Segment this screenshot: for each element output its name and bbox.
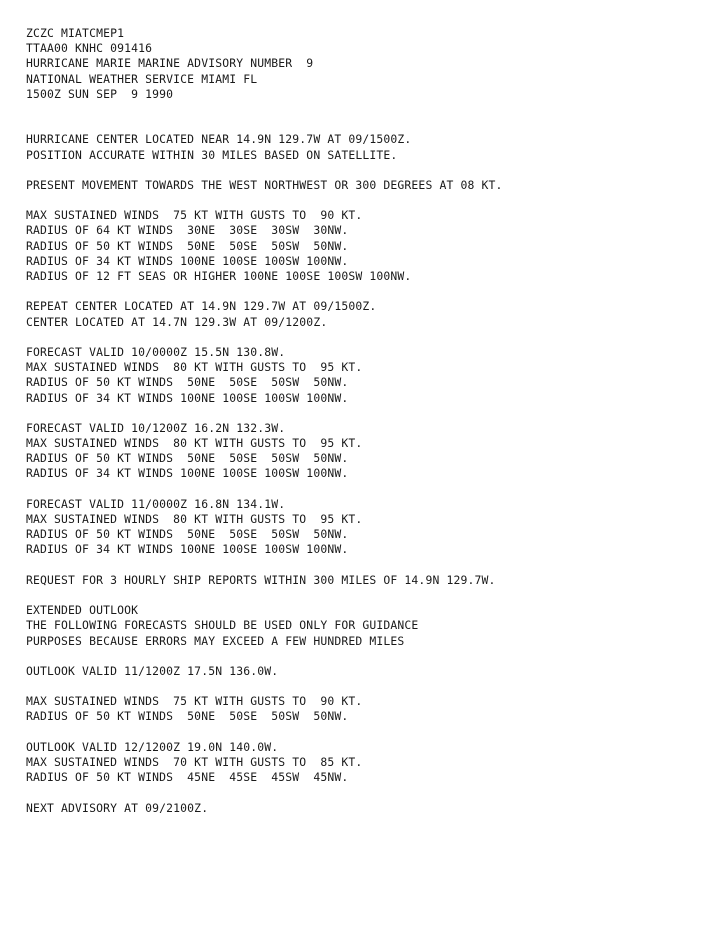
forecast-block-1 [26, 345, 716, 406]
outlook-line: RADIUS OF 50 KT WINDS 45NE 45SE 45SW 45NW. [26, 770, 349, 785]
movement-block [26, 178, 716, 193]
extended-outlook-line: THE FOLLOWING FORECASTS SHOULD BE USED ONLY FOR GUIDANCE [26, 618, 419, 633]
header-block [26, 26, 716, 102]
outlook-line: OUTLOOK VALID 11/1200Z 17.5N 136.0W. [26, 663, 279, 678]
advisory-document [26, 26, 716, 816]
forecast-line: FORECAST VALID 10/1200Z 16.2N 132.3W. [26, 420, 286, 435]
forecast-line: FORECAST VALID 11/0000Z 16.8N 134.1W. [26, 496, 286, 511]
issue-time: 1500Z SUN SEP 9 1990 [26, 86, 174, 101]
forecast-line: RADIUS OF 34 KT WINDS 100NE 100SE 100SW 100NW. [26, 542, 349, 557]
header-line: ZCZC MIATCMEP1 [26, 26, 125, 40]
winds-line: MAX SUSTAINED WINDS 75 KT WITH GUSTS TO 90 KT. [26, 208, 363, 223]
forecast-block-2 [26, 421, 716, 482]
extended-outlook-block [26, 603, 716, 649]
repeat-block [26, 299, 716, 329]
outlook-line: MAX SUSTAINED WINDS 70 KT WITH GUSTS TO 85 KT. [26, 755, 363, 770]
forecast-line: MAX SUSTAINED WINDS 80 KT WITH GUSTS TO 95 KT. [26, 360, 363, 375]
outlook-line: RADIUS OF 50 KT WINDS 50NE 50SE 50SW 50NW. [26, 709, 349, 724]
request-block [26, 573, 716, 588]
forecast-line: RADIUS OF 34 KT WINDS 100NE 100SE 100SW 100NW. [26, 466, 349, 481]
movement-line: PRESENT MOVEMENT TOWARDS THE WEST NORTHWEST OR 300 DEGREES AT 08 KT. [26, 177, 503, 192]
outlook-block-2 [26, 740, 716, 786]
forecast-line: RADIUS OF 34 KT WINDS 100NE 100SE 100SW 100NW. [26, 390, 349, 405]
forecast-line: RADIUS OF 50 KT WINDS 50NE 50SE 50SW 50NW. [26, 451, 349, 466]
outlook-line: MAX SUSTAINED WINDS 75 KT WITH GUSTS TO 90 KT. [26, 694, 363, 709]
forecast-line: MAX SUSTAINED WINDS 80 KT WITH GUSTS TO 95 KT. [26, 512, 363, 527]
winds-line: RADIUS OF 34 KT WINDS 100NE 100SE 100SW 100NW. [26, 253, 349, 268]
position-line: HURRICANE CENTER LOCATED NEAR 14.9N 129.7W AT 09/1500Z. [26, 132, 412, 147]
forecast-block-3 [26, 497, 716, 558]
header-line: NATIONAL WEATHER SERVICE MIAMI FL [26, 71, 258, 86]
repeat-line: REPEAT CENTER LOCATED AT 14.9N 129.7W AT 09/1500Z. [26, 299, 377, 314]
forecast-line: MAX SUSTAINED WINDS 80 KT WITH GUSTS TO 95 KT. [26, 436, 363, 451]
winds-line: RADIUS OF 50 KT WINDS 50NE 50SE 50SW 50NW. [26, 238, 349, 253]
position-block [26, 132, 716, 162]
forecast-line: RADIUS OF 50 KT WINDS 50NE 50SE 50SW 50NW. [26, 375, 349, 390]
forecast-line: FORECAST VALID 10/0000Z 15.5N 130.8W. [26, 344, 286, 359]
outlook-winds-1 [26, 694, 716, 724]
extended-outlook-line: PURPOSES BECAUSE ERRORS MAY EXCEED A FEW HUNDRED MILES [26, 633, 405, 648]
outlook-valid-1 [26, 664, 716, 679]
next-advisory-block [26, 801, 716, 816]
extended-outlook-heading: EXTENDED OUTLOOK [26, 603, 139, 618]
forecast-line: RADIUS OF 50 KT WINDS 50NE 50SE 50SW 50NW. [26, 527, 349, 542]
outlook-line: OUTLOOK VALID 12/1200Z 19.0N 140.0W. [26, 739, 279, 754]
repeat-line: CENTER LOCATED AT 14.7N 129.3W AT 09/1200Z. [26, 314, 328, 329]
position-line: POSITION ACCURATE WITHIN 30 MILES BASED ON SATELLITE. [26, 147, 398, 162]
header-line: TTAA00 KNHC 091416 [26, 41, 153, 56]
winds-line: RADIUS OF 64 KT WINDS 30NE 30SE 30SW 30NW. [26, 223, 349, 238]
winds-block [26, 208, 716, 284]
advisory-title: HURRICANE MARIE MARINE ADVISORY NUMBER 9 [26, 56, 314, 71]
winds-line: RADIUS OF 12 FT SEAS OR HIGHER 100NE 100SE 100SW 100NW. [26, 269, 412, 284]
request-line: REQUEST FOR 3 HOURLY SHIP REPORTS WITHIN 300 MILES OF 14.9N 129.7W. [26, 572, 496, 587]
next-advisory-line: NEXT ADVISORY AT 09/2100Z. [26, 800, 209, 815]
